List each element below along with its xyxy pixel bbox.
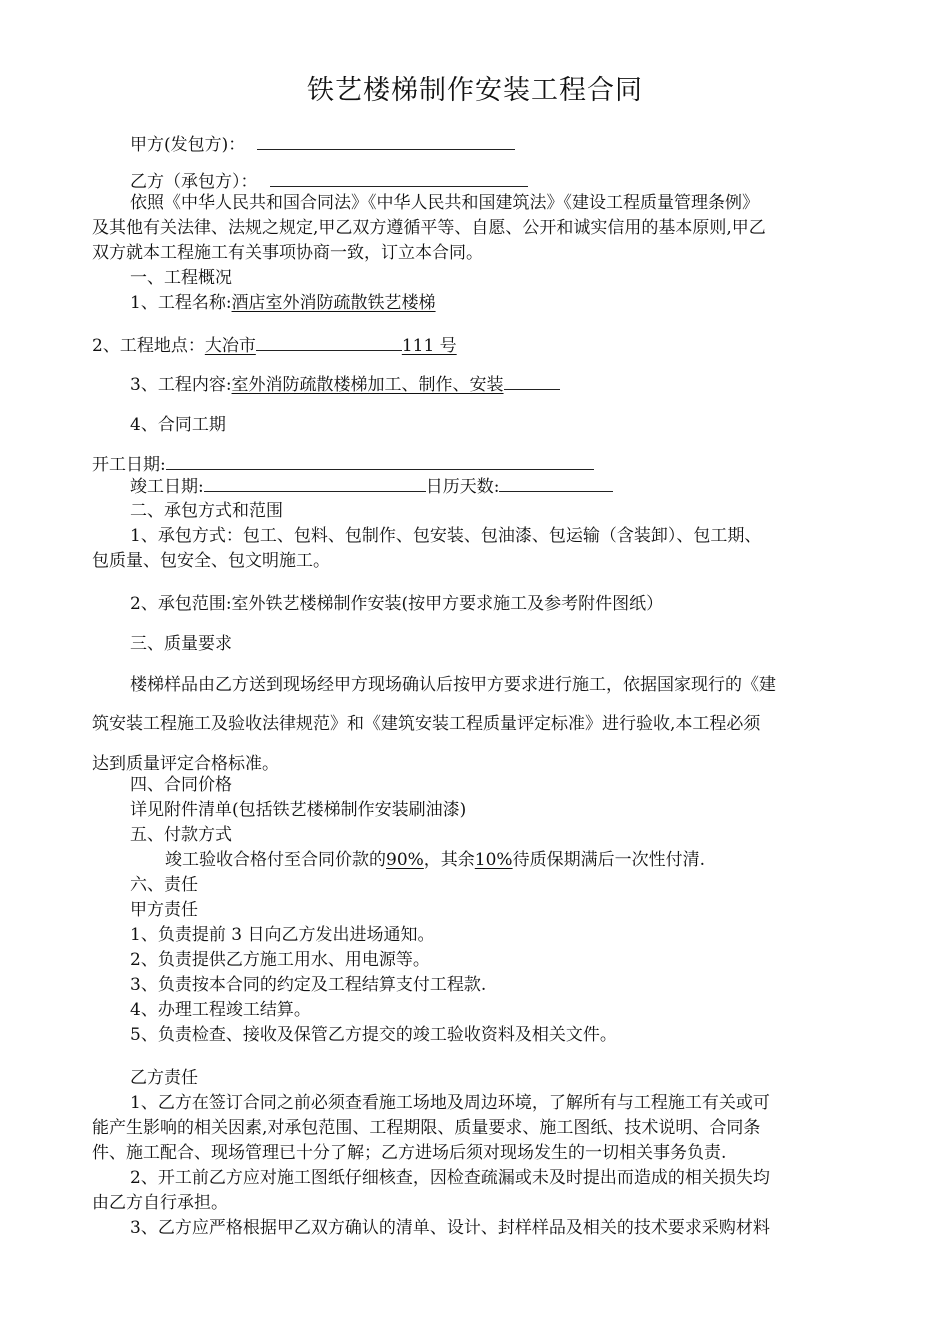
quality-line-3: 达到质量评定合格标准。: [92, 754, 279, 774]
start-date-label: 开工日期:: [92, 455, 166, 475]
end-date-blank[interactable]: [204, 475, 426, 492]
project-name-value: 酒店室外消防疏散铁艺楼梯: [231, 293, 436, 313]
party-b-duty-line: 能产生影响的相关因素,对承包范围、工程期限、质量要求、施工图纸、技术说明、合同条: [92, 1118, 761, 1138]
start-date-blank[interactable]: [166, 453, 594, 470]
project-content-line: [130, 373, 560, 397]
party-b-duties-heading: 乙方责任: [130, 1068, 198, 1088]
payment-text-2: ，其余: [423, 850, 475, 870]
party-b-duty-line: 由乙方自行承担。: [92, 1193, 228, 1213]
party-a-blank[interactable]: [257, 133, 515, 150]
party-a-label: 甲方(发包方)：: [130, 135, 246, 155]
party-a-duties-heading: 甲方责任: [130, 900, 198, 920]
payment-percent-2: 10%: [474, 850, 513, 870]
party-b-blank[interactable]: [270, 170, 528, 187]
project-location-blank: [256, 334, 402, 351]
quality-line-2: 筑安装工程施工及验收法律规范》和《建筑安装工程质量评定标准》进行验收,本工程必须: [92, 714, 761, 734]
party-b-duty-line: 件、施工配合、现场管理已十分了解；乙方进场后须对现场发生的一切相关事务负责.: [92, 1143, 727, 1163]
start-date-line: [92, 453, 594, 477]
party-b-duty-line: 1、乙方在签订合同之前必须查看施工场地及周边环境，了解所有与工程施工有关或可: [130, 1093, 770, 1113]
project-content-blank: [504, 373, 560, 390]
section2-heading: 二、承包方式和范围: [130, 501, 283, 521]
section4-heading: 四、合同价格: [130, 775, 232, 795]
project-name-line: [130, 291, 436, 315]
project-content-label: 3、工程内容:: [130, 375, 232, 395]
party-a-duty-item: 4、办理工程竣工结算。: [130, 1000, 311, 1020]
calendar-days-blank[interactable]: [499, 475, 613, 492]
section6-heading: 六、责任: [130, 875, 198, 895]
end-date-label: 竣工日期:: [130, 477, 204, 497]
project-location-label: 2、工程地点：: [92, 336, 205, 356]
payment-text-1: 竣工验收合格付至合同价款的: [165, 850, 386, 870]
payment-text-3: 待质保期满后一次性付清.: [512, 850, 705, 870]
party-a-duty-item: 3、负责按本合同的约定及工程结算支付工程款.: [130, 975, 487, 995]
intro-line-3: 双方就本工程施工有关事项协商一致，订立本合同。: [92, 243, 483, 263]
payment-line: [165, 848, 705, 872]
section3-heading: 三、质量要求: [130, 634, 232, 654]
party-b-duty-line: 3、乙方应严格根据甲乙双方确认的清单、设计、封样样品及相关的技术要求采购材料: [130, 1218, 770, 1238]
contract-period-heading: 4、合同工期: [130, 415, 226, 435]
party-a-duty-item: 1、负责提前 3 日向乙方发出进场通知。: [130, 925, 435, 945]
price-detail-line: 详见附件清单(包括铁艺楼梯制作安装刷油漆): [130, 800, 467, 820]
project-name-label: 1、工程名称:: [130, 293, 232, 313]
project-location-city: 大冶市: [204, 336, 256, 356]
quality-line-1: 楼梯样品由乙方送到现场经甲方现场确认后按甲方要求进行施工，依据国家现行的《建: [130, 675, 776, 695]
contract-method-line-2: 包质量、包安全、包文明施工。: [92, 551, 330, 571]
project-content-value: 室外消防疏散楼梯加工、制作、安装: [231, 375, 504, 395]
party-b-label: 乙方（承包方）：: [130, 172, 258, 192]
project-location-line: [92, 334, 457, 358]
section1-heading: 一、工程概况: [130, 268, 232, 288]
end-date-line: [130, 475, 613, 499]
calendar-days-label: 日历天数:: [425, 477, 500, 497]
party-b-duty-line: 2、开工前乙方应对施工图纸仔细核查，因检查疏漏或未及时提出而造成的相关损失均: [130, 1168, 770, 1188]
section5-heading: 五、付款方式: [130, 825, 232, 845]
intro-line-1: 依照《中华人民共和国合同法》《中华人民共和国建筑法》《建设工程质量管理条例》: [130, 193, 759, 213]
document-title: 铁艺楼梯制作安装工程合同: [307, 75, 643, 106]
project-location-number: 111 号: [401, 336, 457, 356]
intro-line-2: 及其他有关法律、法规之规定,甲乙双方遵循平等、自愿、公开和诚实信用的基本原则,甲乙: [92, 218, 766, 238]
payment-percent-1: 90%: [386, 850, 424, 870]
contract-method-line-1: 1、承包方式：包工、包料、包制作、包安装、包油漆、包运输（含装卸）、包工期、: [130, 526, 762, 546]
contract-scope-line: 2、承包范围:室外铁艺楼梯制作安装(按甲方要求施工及参考附件图纸）: [130, 594, 664, 614]
party-a-line: [130, 133, 515, 157]
party-a-duty-item: 2、负责提供乙方施工用水、用电源等。: [130, 950, 430, 970]
party-a-duty-item: 5、负责检查、接收及保管乙方提交的竣工验收资料及相关文件。: [130, 1025, 617, 1045]
